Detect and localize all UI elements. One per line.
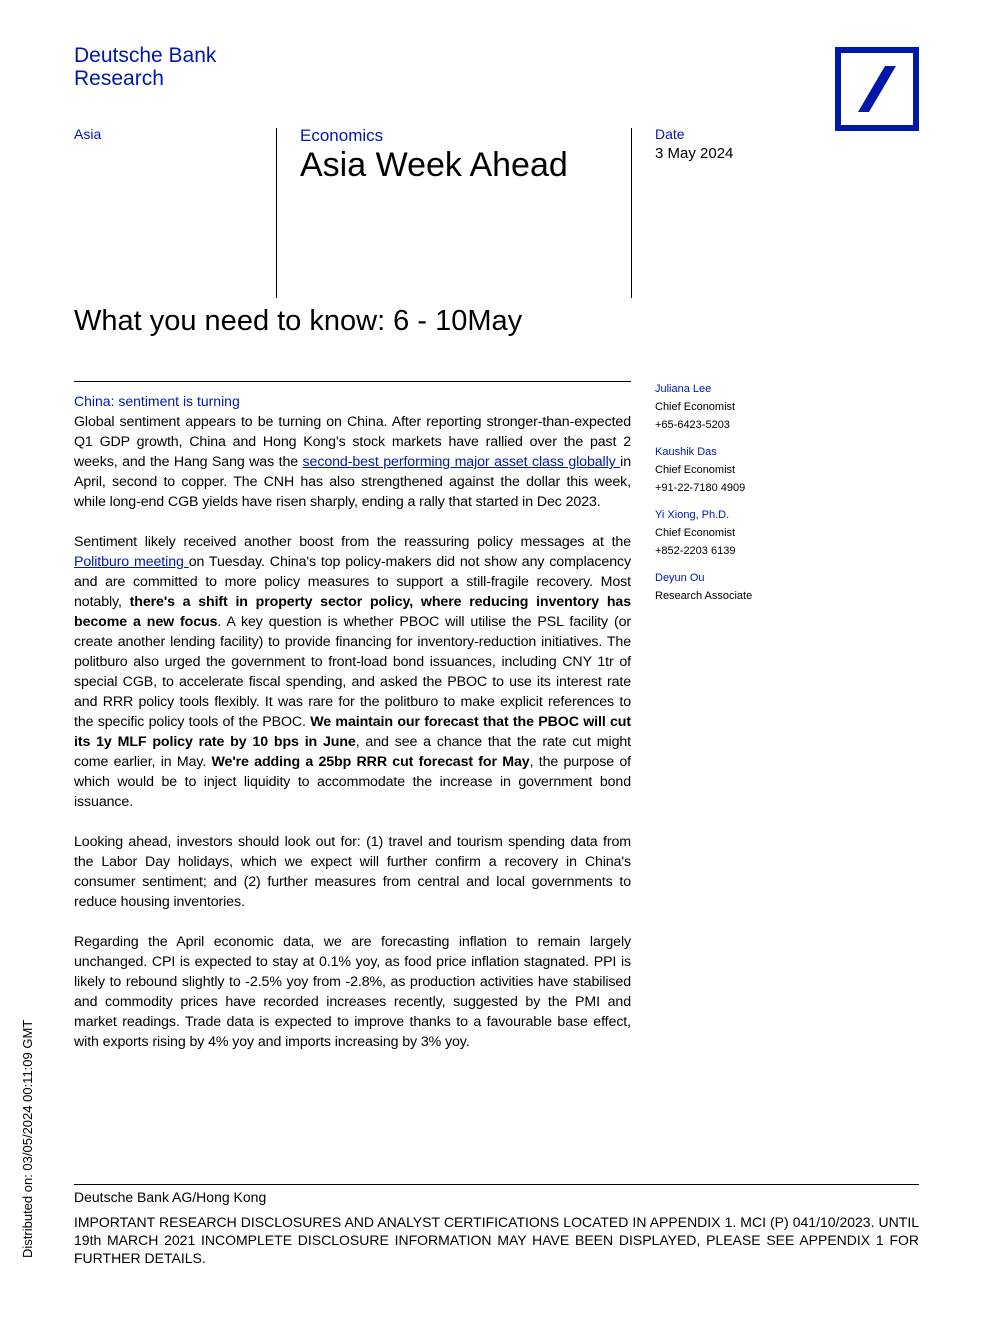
date-value: 3 May 2024 (655, 145, 734, 162)
article-body (74, 412, 631, 1072)
analyst-entry (655, 380, 835, 434)
paragraph-4: Regarding the April economic data, we are forecasting inflation to remain largely unchanged. CPI is expected to stay at 0.1% yoy, as food price inflation stagnated. PPI is likely to rebound slightly to -2.5% yoy from -2.8%, as production activities have stabilised and commodity prices have recorded increases recently, suggested by the PMI and market readings. Trade data is expected to improve thanks to a favourable base effect, with exports rising by 4% yoy and imports increasing by 3% yoy. (74, 934, 631, 1050)
date-label: Date (655, 126, 685, 142)
analyst-entry (655, 506, 835, 560)
analyst-name[interactable]: Juliana Lee (655, 383, 712, 395)
footer-disclosure: IMPORTANT RESEARCH DISCLOSURES AND ANALYST CERTIFICATIONS LOCATED IN APPENDIX 1. MCI (P) 041/10/2023. UNTIL 19th MARCH 2021 INCOMPLETE DISCLOSURE INFORMATION MAY HAVE BEEN DISPLAYED, PLEASE SEE APPENDIX 1 FOR FURTHER DETAILS. (74, 1214, 919, 1266)
page-headline: What you need to know: 6 - 10May (74, 305, 523, 337)
paragraph-3: Looking ahead, investors should look out for: (1) travel and tourism spending data from the Labor Day holidays, which we expect will further confirm a recovery in China's consumer sentiment; and (2) further measures from central and local governments to reduce housing inventories. (74, 834, 631, 910)
analyst-phone: +91-22-7180 4909 (655, 482, 746, 494)
politburo-meeting-link[interactable]: Politburo meeting (74, 554, 189, 570)
paragraph-2-bold-2: We maintain our forecast that the PBOC will cut its 1y MLF policy rate by 10 bps in June (74, 714, 631, 750)
analyst-name[interactable]: Deyun Ou (655, 572, 705, 584)
document-title: Asia Week Ahead (300, 146, 568, 184)
paragraph-1 (74, 412, 631, 512)
paragraph-2-bold-3: We're adding a 25bp RRR cut forecast for May (211, 754, 530, 770)
logo-slash-icon (841, 53, 913, 125)
paragraph-2-text-a: Sentiment likely received another boost from the reassuring policy messages at the (74, 534, 631, 550)
header-divider-left (276, 128, 277, 298)
analyst-title: Chief Economist (655, 401, 736, 413)
analyst-name[interactable]: Kaushik Das (655, 446, 717, 458)
paragraph-2-bold-1: there's a shift in property sector policy, where reducing inventory has become a new focus (74, 594, 631, 630)
paragraph-2-text-e: , the purpose of which would be to inject liquidity to accommodate the increase in government bond issuance. (74, 754, 632, 810)
section-heading: China: sentiment is turning (74, 393, 240, 409)
brand-line-2: Research (74, 67, 164, 90)
analyst-list (655, 380, 835, 614)
analyst-title: Research Associate (655, 590, 753, 602)
asset-class-performance-link[interactable]: second-best performing major asset class globally (302, 454, 621, 470)
footer-rule (74, 1184, 919, 1185)
paragraph-2-text-b: on Tuesday. China's top policy-makers did not show any complacency and are committed to more policy measures to support a still-fragile recovery. Most notably, (74, 554, 631, 610)
paragraph-1-text-a: Global sentiment appears to be turning on China. After reporting stronger-than-expected Q1 GDP growth, China and Hong Kong's stock markets have rallied over the past 2 weeks, and the Hang Sang was the (74, 414, 631, 470)
deutsche-bank-logo-icon (835, 47, 919, 131)
distribution-timestamp: Distributed on: 03/05/2024 00:11:09 GMT (20, 1019, 35, 1258)
analyst-entry (655, 443, 835, 497)
brand-name (74, 44, 216, 90)
analyst-title: Chief Economist (655, 527, 736, 539)
paragraph-2-text-d: , and see a chance that the rate cut might come earlier, in May. (74, 734, 631, 770)
section-rule (74, 381, 631, 382)
paragraph-2 (74, 532, 631, 812)
paragraph-2-text-c: . A key question is whether PBOC will utilise the PSL facility (or create another lending facility) to provide financing for inventory-reduction initiatives. The politburo also urged the government to front-load bond issuances, including CNY 1tr of special CGB, to accelerate fiscal spending, and asked the PBOC to use its interest rate and RRR policy tools flexibly. It was rare for the politburo to make explicit references to the specific policy tools of the PBOC. (74, 614, 631, 730)
footer-entity: Deutsche Bank AG/Hong Kong (74, 1189, 267, 1205)
analyst-phone: +852-2203 6139 (655, 545, 736, 557)
header-divider-right (631, 128, 632, 298)
paragraph-1-text-b: in April, second to copper. The CNH has also strengthened against the dollar this week, while long-end CGB yields have risen sharply, ending a rally that started in Dec 2023. (74, 454, 631, 510)
analyst-title: Chief Economist (655, 464, 736, 476)
region-label: Asia (74, 126, 102, 142)
category-label: Economics (300, 126, 384, 145)
analyst-phone: +65-6423-5203 (655, 419, 730, 431)
analyst-entry (655, 569, 835, 605)
brand-line-1: Deutsche Bank (74, 44, 217, 67)
analyst-name[interactable]: Yi Xiong, Ph.D. (655, 509, 730, 521)
